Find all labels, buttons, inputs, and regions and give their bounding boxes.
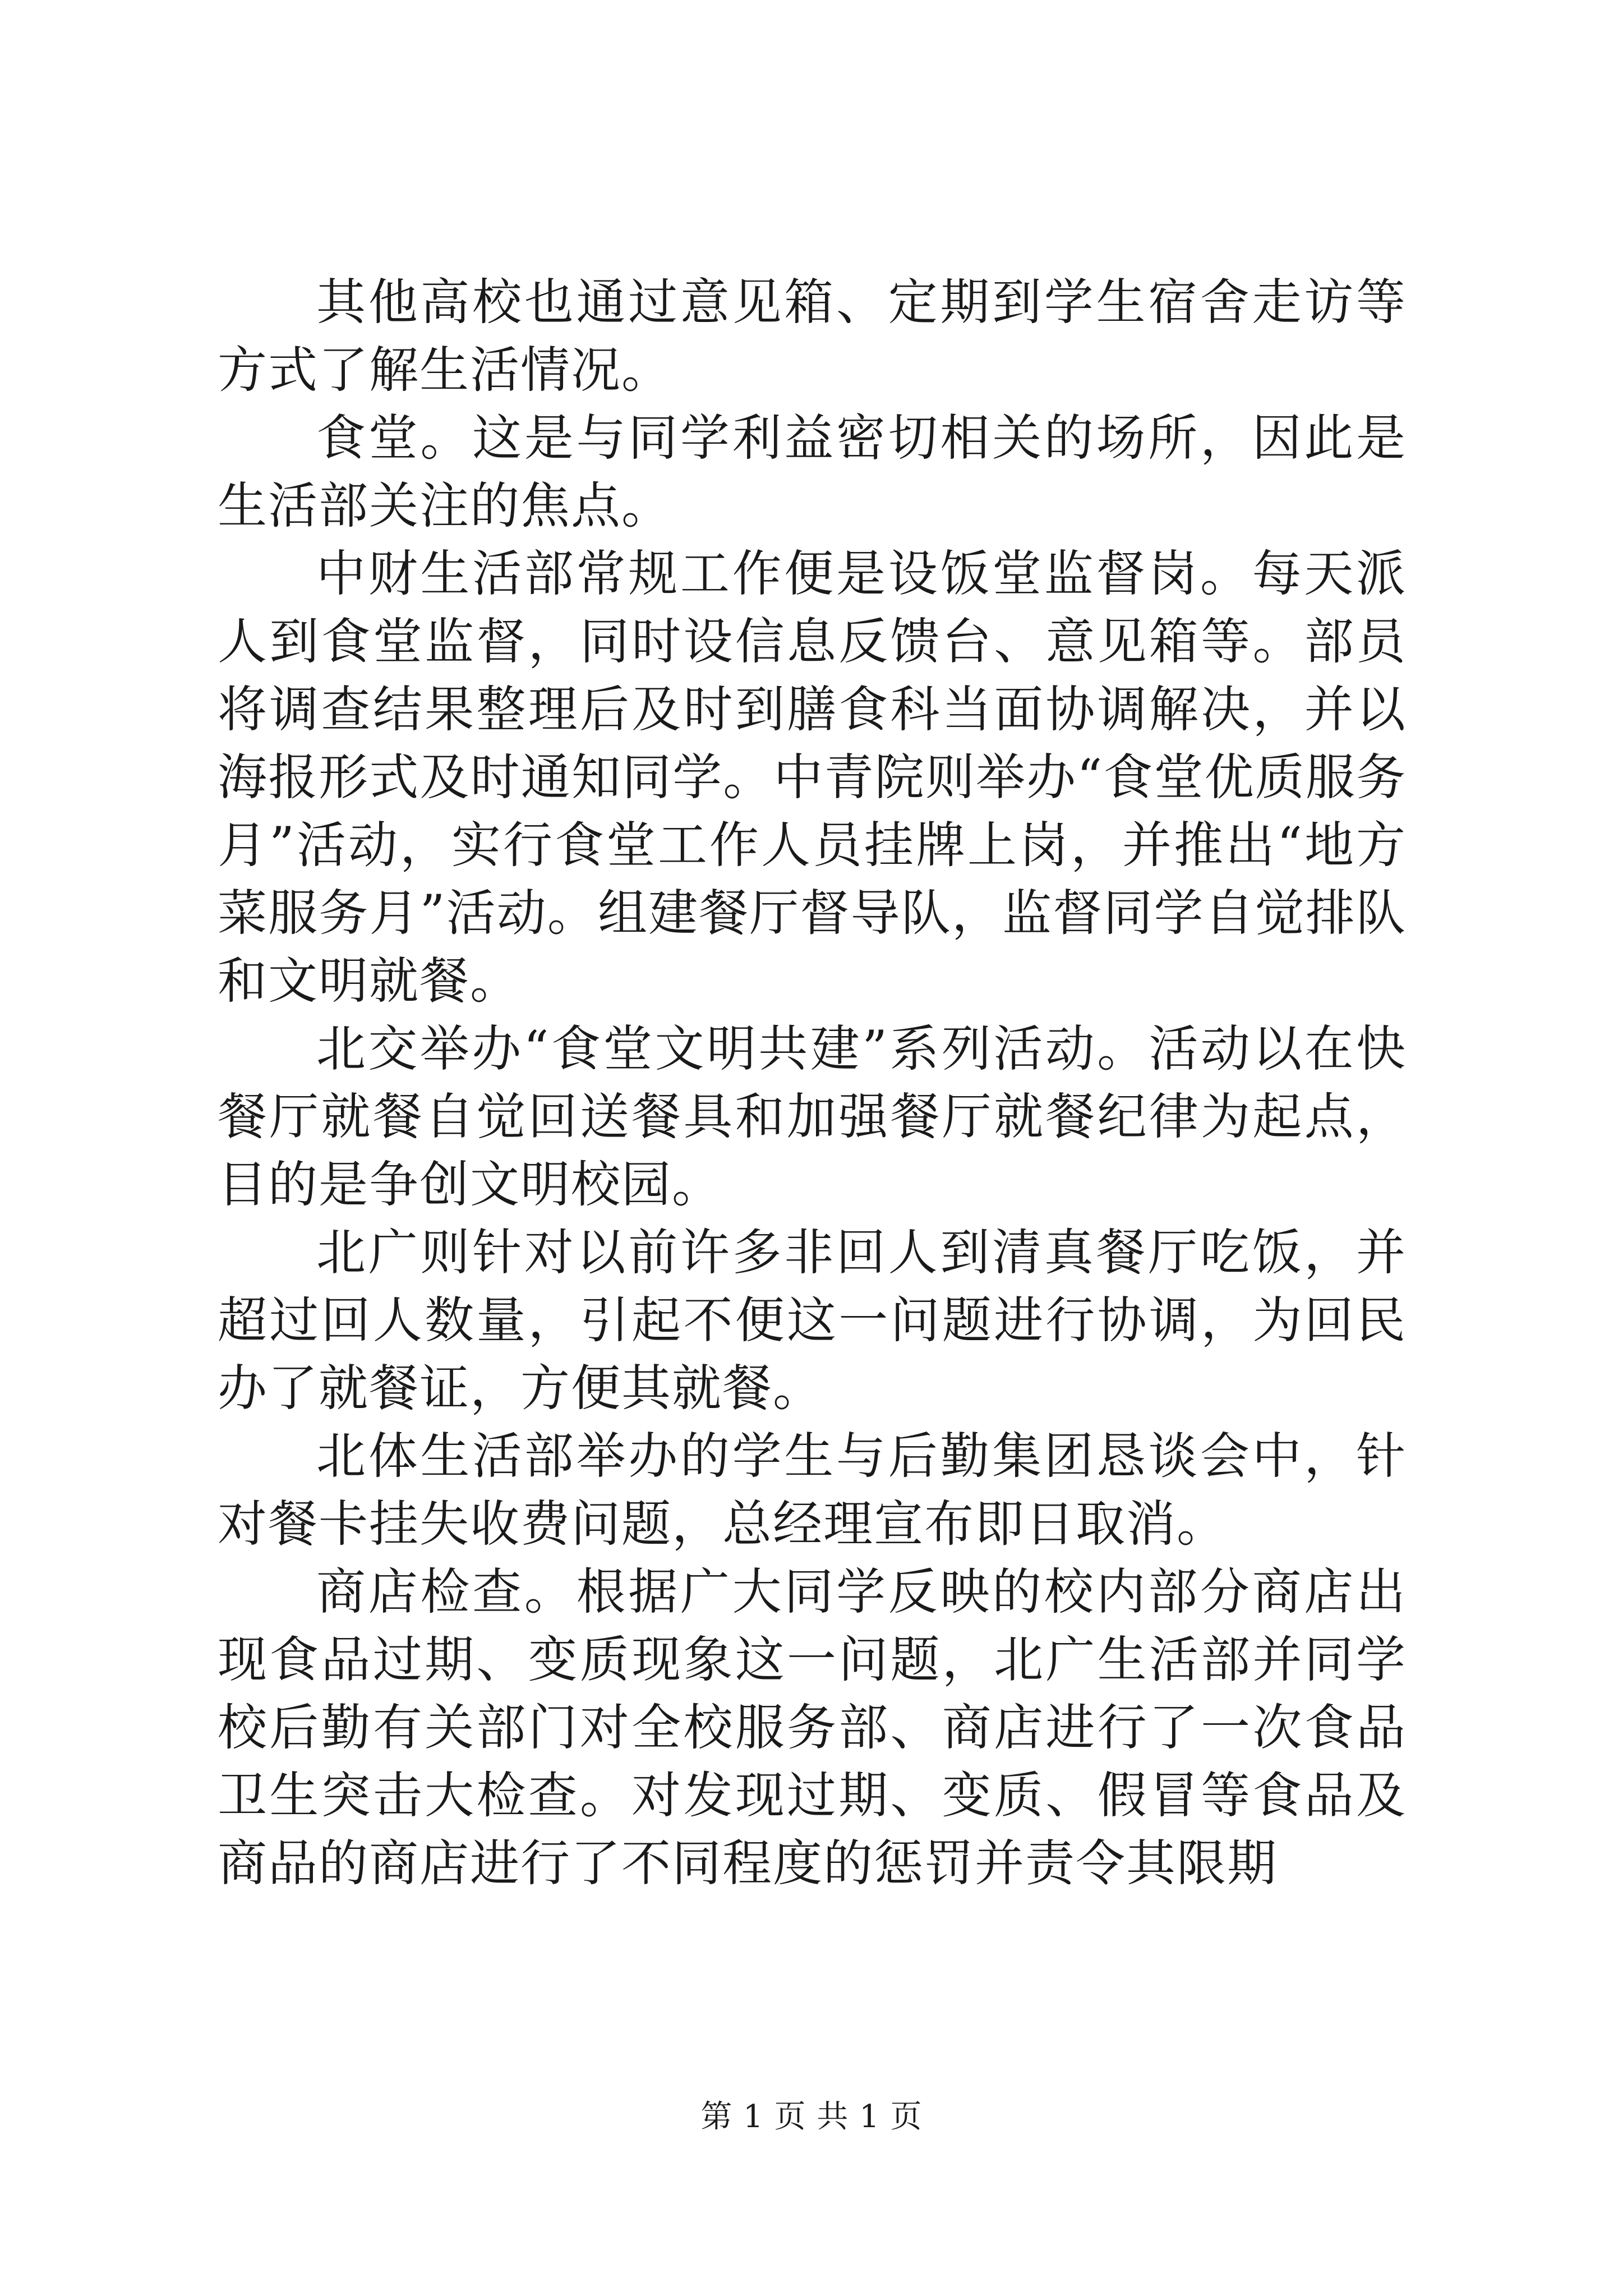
- page-number: 第 1 页 共 1 页: [700, 2099, 923, 2135]
- paragraph-feedback-channels: 其他高校也通过意见箱、定期到学生宿舍走访等方式了解生活情况。: [218, 273, 1407, 399]
- page-footer: [0, 2097, 1623, 2137]
- paragraph-canteen-heading: 食堂。这是与同学利益密切相关的场所，因此是生活部关注的焦点。: [218, 409, 1407, 535]
- document-body: [218, 268, 1407, 1897]
- paragraph-canteen-supervision: 中财生活部常规工作便是设饭堂监督岗。每天派人到食堂监督，同时设信息反馈台、意见箱等。部员将调查结果整理后及时到膳食科当面协调解决，并以海报形式及时通知同学。中青院则举办“食堂优质服务月”活动，实行食堂工作人员挂牌上岗，并推出“地方菜服务月”活动。组建餐厅督导队，监督同学自觉排队和文明就餐。: [218, 545, 1407, 1010]
- paragraph-meal-card-fee: 北体生活部举办的学生与后勤集团恳谈会中，针对餐卡挂失收费问题，总经理宣布即日取消。: [218, 1427, 1407, 1553]
- paragraph-shop-inspection: 商店检查。根据广大同学反映的校内部分商店出现食品过期、变质现象这一问题，北广生活部并同学校后勤有关部门对全校服务部、商店进行了一次食品卫生突击大检查。对发现过期、变质、假冒等食品及商品的商店进行了不同程度的惩罚并责令其限期: [218, 1563, 1407, 1892]
- paragraph-halal-dining: 北广则针对以前许多非回人到清真餐厅吃饭，并超过回人数量，引起不便这一问题进行协调，为回民办了就餐证，方便其就餐。: [218, 1223, 1407, 1417]
- paragraph-canteen-civility: 北交举办“食堂文明共建”系列活动。活动以在快餐厅就餐自觉回送餐具和加强餐厅就餐纪律为起点，目的是争创文明校园。: [218, 1020, 1407, 1213]
